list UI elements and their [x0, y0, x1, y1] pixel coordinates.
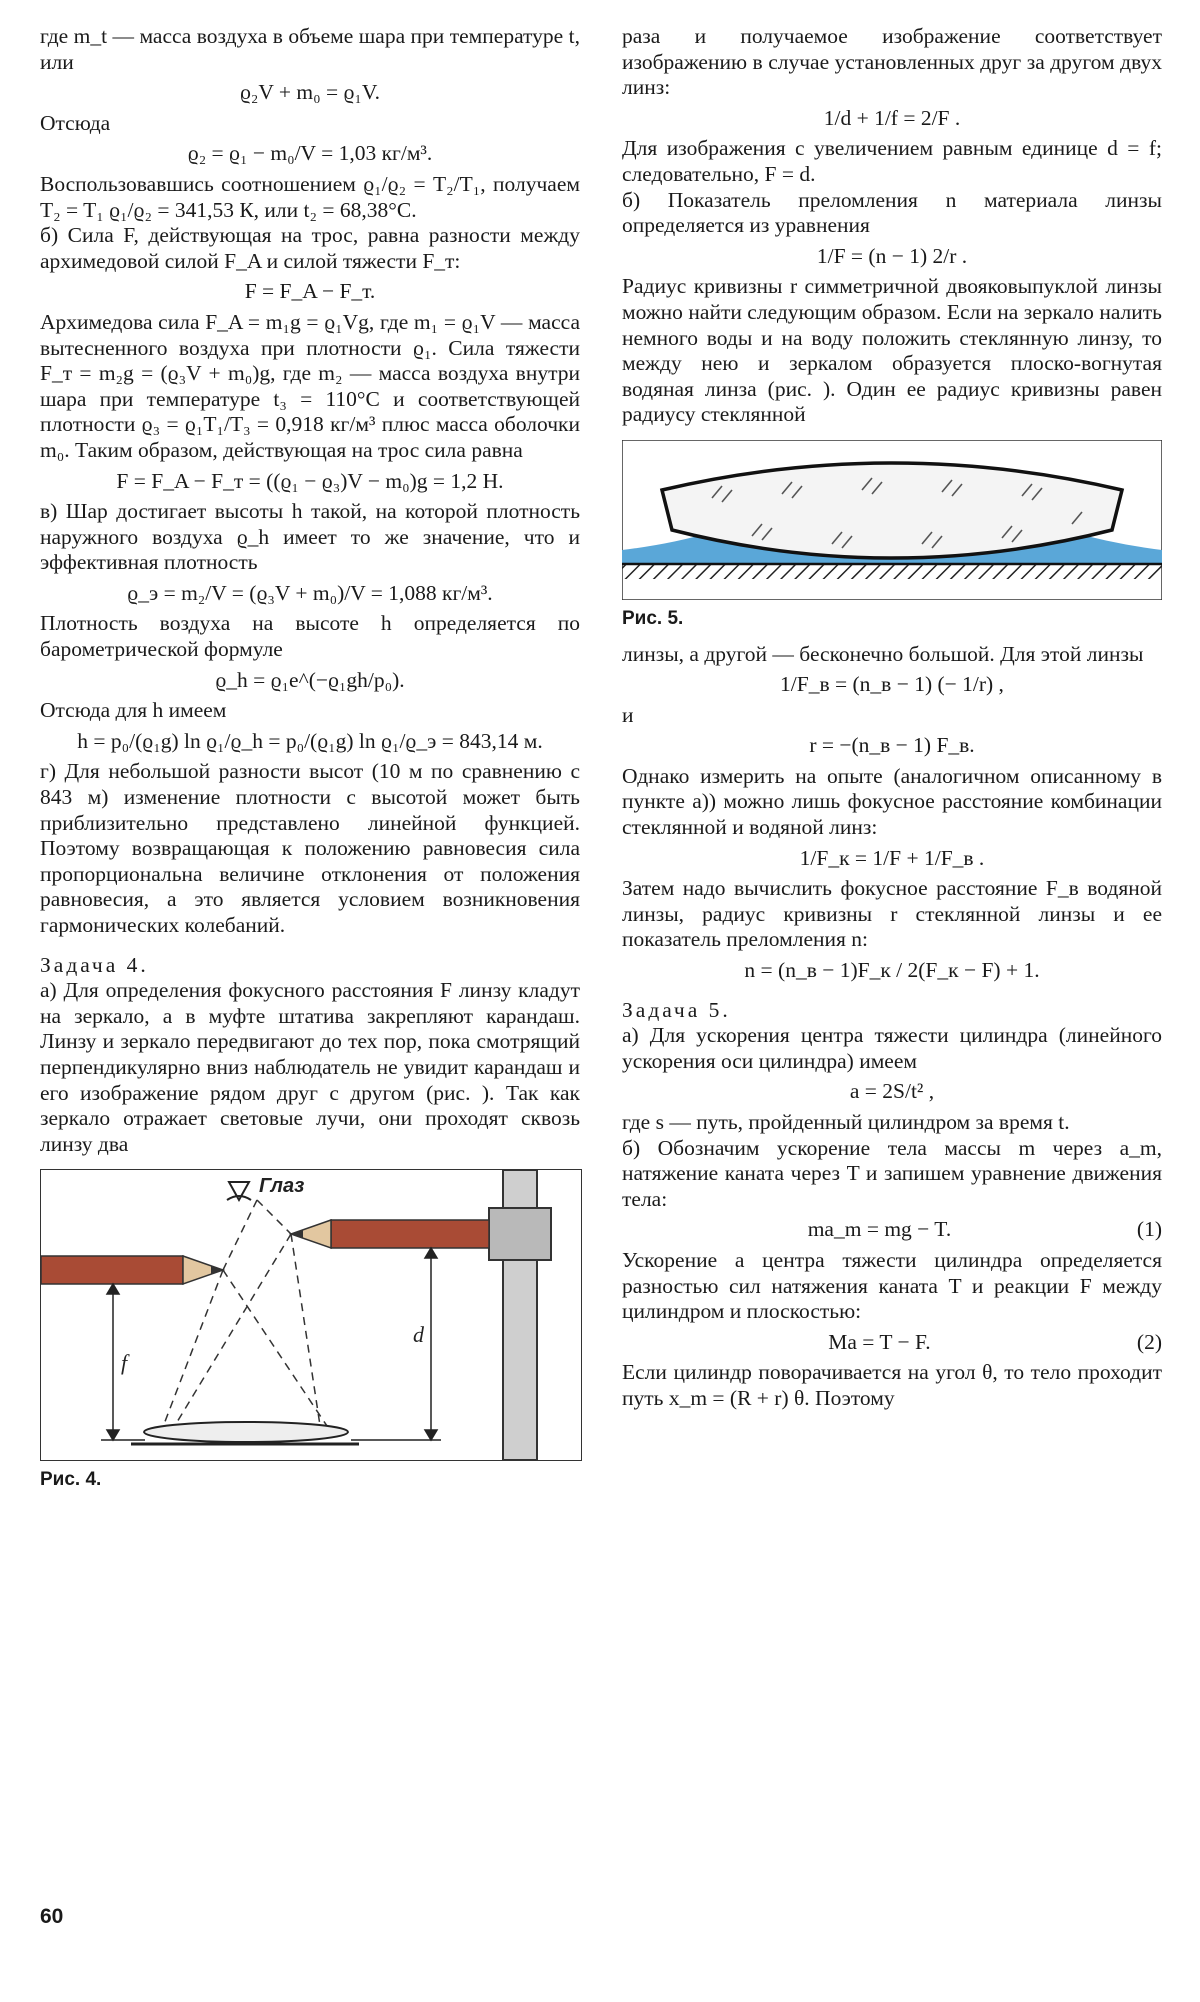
page-number: 60 [40, 1905, 64, 1928]
numbered-equation [622, 1330, 1162, 1356]
lens [144, 1422, 348, 1442]
paragraph: Затем надо вычислить фокусное расстояние F_в водяной линзы, радиус кривизны r стеклянной линзы и ее показатель преломления n: [622, 876, 1162, 952]
paragraph: Архимедова сила F_A = m₁g = ϱ₁Vg, где m₁ = ϱ₁V — масса вытесненного воздуха при плотности ϱ₁. Сила тяжести F_т = m₂g = (ϱ₃V + m₀)g, где m₂ — масса воздуха внутри шара при температуре t₃ = 110°C и соответствующей плотности ϱ₃ = ϱ₁T₁/T₃ = 0,918 кг/м³ плюс масса оболочки m₀. Таким образом, действующая на трос сила равна [40, 309, 580, 462]
equation: n = (n_в − 1)F_к / 2(F_к − F) + 1. [744, 958, 1040, 983]
equation: h = p₀/(ϱ₁g) ln ϱ₁/ϱ_h = p₀/(ϱ₁g) ln ϱ₁/ϱ_э = 843,14 м. [77, 728, 543, 753]
equation: ϱ_э = m₂/V = (ϱ₃V + m₀)/V = 1,088 кг/м³. [127, 580, 493, 605]
paragraph: и [622, 702, 634, 727]
equation: 1/F = (n − 1) 2/r . [816, 243, 968, 268]
figure-caption: Рис. 5. [622, 607, 684, 629]
paragraph: Отсюда [40, 110, 111, 135]
left-column [40, 24, 580, 1503]
equation: Ma = T − F. [828, 1329, 931, 1354]
paragraph: Радиус кривизны r симметричной двояковыпуклой линзы можно найти следующим образом. Если на зеркало налить немного воды и на воду положить стеклянную линзу, то между нею и зеркалом образуется плоско-вогнутая водяная линза (рис. ). Один ее радиус кривизны равен радиусу стеклянной [622, 274, 1162, 427]
label-f: f [121, 1350, 128, 1376]
mirror-base [622, 565, 1162, 579]
paragraph: где s — путь, пройденный цилиндром за время t. [622, 1110, 1070, 1134]
equation: ϱ₂V + m₀ = ϱ₁V. [239, 80, 381, 105]
paragraph: раза и получаемое изображение соответствует изображению в случае установленных друг за другом двух линз: [622, 24, 1162, 100]
section-heading: Задача 4. [40, 952, 149, 977]
paragraph: б) Показатель преломления n материала линзы определяется из уравнения [622, 187, 1162, 238]
paragraph: б) Обозначим ускорение тела массы m через a_m, натяжение каната через T и запишем уравнение движения тела: [622, 1135, 1162, 1211]
paragraph: линзы, а другой — бесконечно большой. Для этой линзы [622, 641, 1144, 666]
right-pencil [331, 1220, 489, 1248]
paragraph: Если цилиндр поворачивается на угол θ, то тело проходит путь x_m = (R + r) θ. Поэтому [622, 1360, 1162, 1410]
left-pencil [41, 1256, 183, 1284]
equation: F = F_A − F_т. [244, 279, 376, 304]
label-d: d [413, 1322, 424, 1348]
stand-clamp [489, 1208, 551, 1260]
figure-caption: Рис. 4. [40, 1469, 102, 1491]
paragraph: г) Для небольшой разности высот (10 м по сравнению с 843 м) изменение плотности с высотой может быть приблизительно представлено линейной функцией. Поэтому возвращающая к положению равновесия сила пропорциональна величине отклонения от положения равновесия, а это является условием возникновения гармонических колебаний. [40, 759, 580, 937]
equation: ma_m = mg − T. [807, 1217, 952, 1242]
figure-4 [40, 1169, 582, 1461]
equation: ϱ_h = ϱ₁e^(−ϱ₁gh/p₀). [215, 667, 405, 692]
equation: 1/F_к = 1/F + 1/F_в . [799, 845, 985, 870]
paragraph: Отсюда для h имеем [40, 698, 227, 723]
paragraph: б) Сила F, действующая на трос, равна разности между архимедовой силой F_A и силой тяжести F_т: [40, 223, 580, 273]
equation: 1/d + 1/f = 2/F . [823, 105, 961, 130]
section-heading: Задача 5. [622, 997, 731, 1022]
paragraph: Плотность воздуха на высоте h определяется по барометрической формуле [40, 611, 580, 662]
paragraph: Ускорение a центра тяжести цилиндра определяется разностью сил натяжения каната T и реакции F между цилиндром и плоскостью: [622, 1247, 1162, 1324]
paragraph: в) Шар достигает высоты h такой, на которой плотность наружного воздуха ϱ_h имеет то же значение, что и эффективная плотность [40, 499, 580, 575]
glass-lens [662, 463, 1122, 558]
paragraph: где m_t — масса воздуха в объеме шара при температуре t, или [40, 24, 580, 74]
dimension-d [351, 1248, 441, 1440]
numbered-equation [622, 1217, 1162, 1243]
equation-number: (2) [1136, 1329, 1162, 1354]
equation: r = −(n_в − 1) F_в. [809, 733, 975, 758]
eye-label: Глаз [259, 1175, 305, 1198]
equation: F = F_A − F_т = ((ϱ₁ − ϱ₃)V − m₀)g = 1,2 Н. [116, 468, 504, 493]
equation: 1/F_в = (n_в − 1) (− 1/r) , [780, 672, 1004, 697]
equation: a = 2S/t² , [849, 1079, 935, 1104]
paragraph: Для изображения с увеличением равным единице d = f; следовательно, F = d. [622, 136, 1162, 186]
equation-number: (1) [1136, 1217, 1162, 1242]
paragraph: а) Для ускорения центра тяжести цилиндра (линейного ускорения оси цилиндра) имеем [622, 1023, 1162, 1073]
paragraph: Однако измерить на опыте (аналогичном описанному в пункте а)) можно лишь фокусное расстояние комбинации стеклянной и водяной линз: [622, 763, 1162, 840]
paragraph: а) Для определения фокусного расстояния F линзу кладут на зеркало, а в муфте штатива закрепляют карандаш. Линзу и зеркало передвигают до тех пор, пока смотрящий перпендикулярно вниз наблюдатель не увидит карандаш и его изображение рядом друг с другом (рис. ). Так как зеркало отражает световые лучи, они проходят сквозь линзу два [40, 978, 580, 1156]
eye-icon [227, 1182, 251, 1200]
paragraph: Воспользовавшись соотношением ϱ₁/ϱ₂ = T₂/T₁, получаем T₂ = T₁ ϱ₁/ϱ₂ = 341,53 К, или t₂ = 68,38°C. [40, 171, 580, 222]
right-column [622, 24, 1162, 1412]
equation: ϱ₂ = ϱ₁ − m₀/V = 1,03 кг/м³. [187, 141, 433, 166]
figure-5 [622, 440, 1162, 600]
